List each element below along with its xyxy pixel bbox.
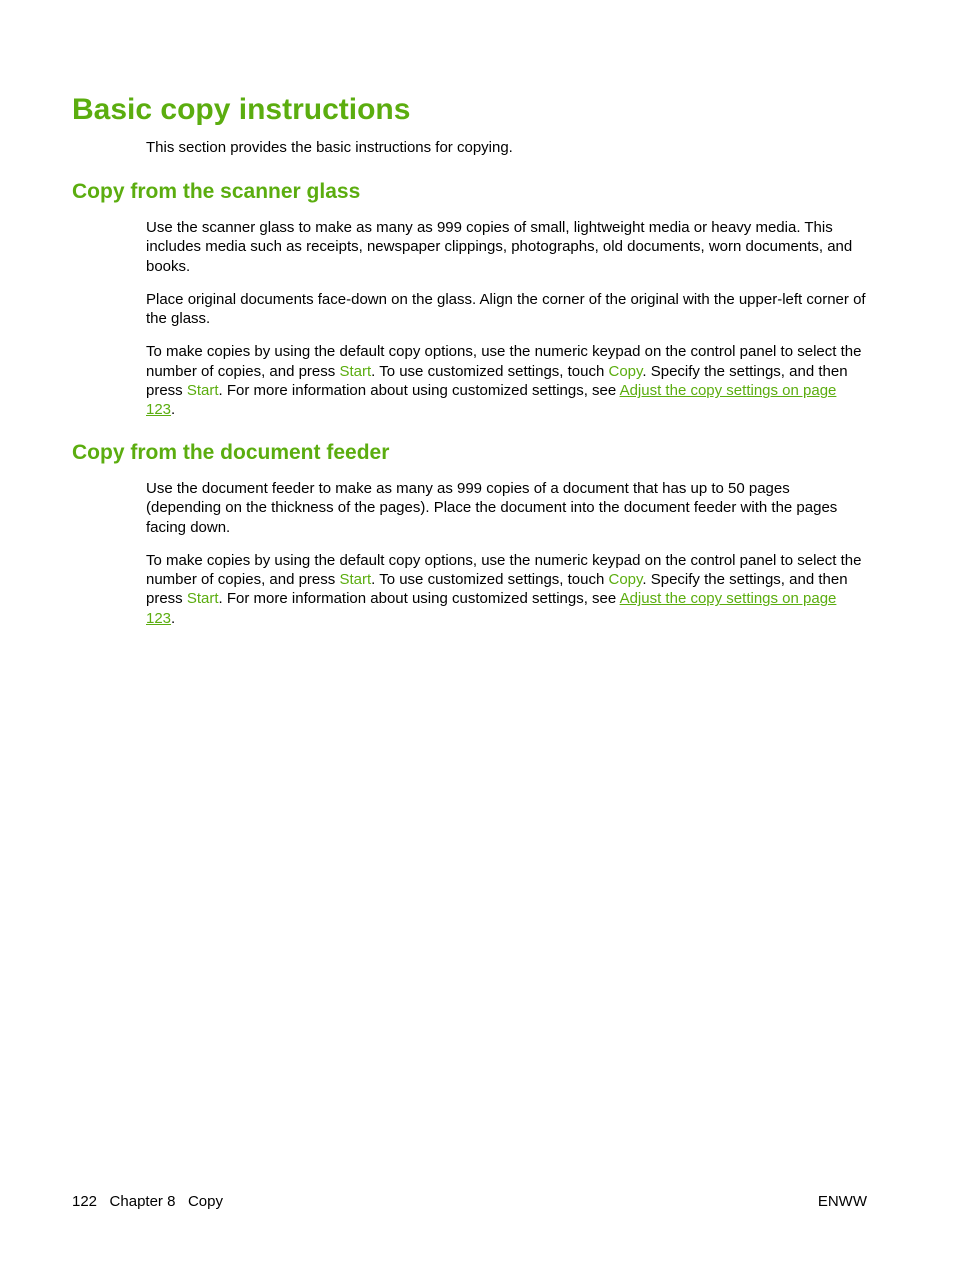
- document-feeder-paragraph-2: [146, 551, 868, 628]
- text-run: To make copies by using the default copy options, use the numeric keypad on the control panel to select the number of copies, and press: [146, 343, 862, 380]
- page-title: Basic copy instructions: [72, 93, 411, 126]
- text-run: .: [171, 609, 176, 627]
- text-run: . To use customized settings, touch: [371, 571, 609, 589]
- footer-chapter: Chapter 8: [109, 1193, 176, 1210]
- section-heading-scanner-glass: Copy from the scanner glass: [72, 180, 361, 203]
- section-body-document-feeder: [146, 479, 868, 642]
- text-run: .: [171, 401, 176, 419]
- footer-left: [72, 1192, 223, 1211]
- document-feeder-paragraph-1: Use the document feeder to make as many as 999 copies of a document that has up to 50 pages (depending on the thickness of the pages). Place the document into the document feeder with the pages facing down.: [146, 480, 838, 536]
- copy-key-label: Copy: [608, 571, 643, 589]
- section-heading-document-feeder: Copy from the document feeder: [72, 441, 390, 464]
- text-run: To make copies by using the default copy options, use the numeric keypad on the control panel to select the number of copies, and press: [146, 551, 862, 589]
- start-key-label: Start: [186, 590, 219, 608]
- text-run: . For more information about using customized settings, see: [218, 382, 620, 400]
- text-run: . Specify the settings, and then press: [146, 362, 848, 400]
- text-run: . To use customized settings, touch: [371, 362, 609, 380]
- footer-page-number: 122: [72, 1193, 98, 1210]
- start-key-label: Start: [339, 571, 372, 589]
- footer-chapter-title: Copy: [187, 1193, 223, 1210]
- text-run: . Specify the settings, and then press: [146, 571, 848, 608]
- scanner-glass-paragraph-2: Place original documents face-down on the glass. Align the corner of the original with the upper-left corner of the glass.: [146, 290, 866, 328]
- start-key-label: Start: [186, 382, 219, 400]
- text-run: . For more information about using customized settings, see: [218, 590, 620, 608]
- adjust-copy-settings-link[interactable]: Adjust the copy settings on page 123: [146, 382, 837, 419]
- start-key-label: Start: [339, 362, 372, 380]
- footer-right: ENWW: [817, 1193, 867, 1210]
- copy-key-label: Copy: [608, 362, 643, 380]
- intro-paragraph: This section provides the basic instructions for copying.: [146, 139, 513, 156]
- section-body-scanner-glass: [146, 218, 868, 434]
- scanner-glass-paragraph-3: [146, 342, 868, 419]
- scanner-glass-paragraph-1: Use the scanner glass to make as many as 999 copies of small, lightweight media or heavy media. This includes media such as receipts, newspaper clippings, photographs, old documents, worn documents, and books.: [146, 219, 853, 275]
- adjust-copy-settings-link[interactable]: Adjust the copy settings on page 123: [146, 590, 837, 627]
